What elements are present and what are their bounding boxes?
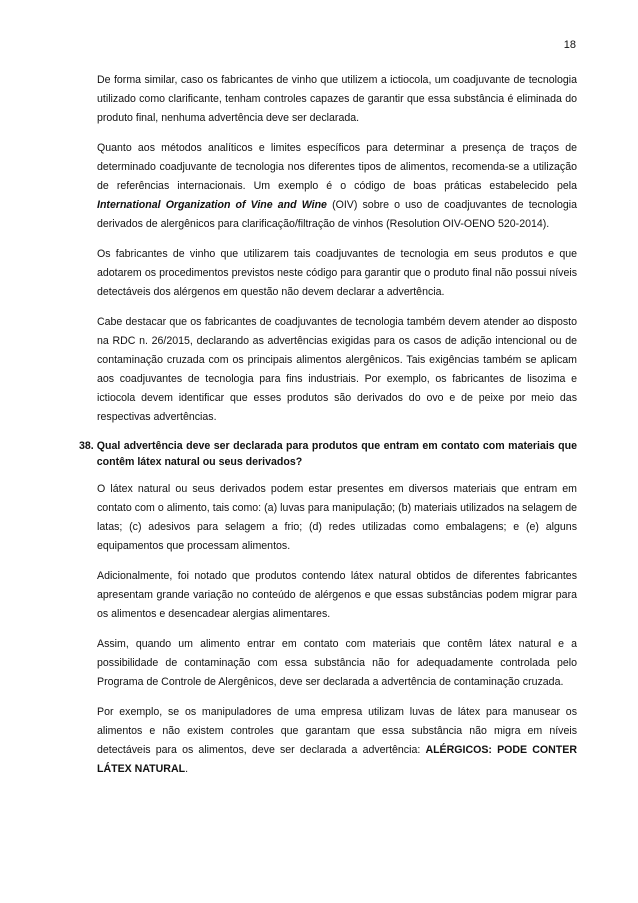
- paragraph-ictiocola: De forma similar, caso os fabricantes de vinho que utilizem a ictiocola, um coadjuvante de tecnologia utilizado como clarificante, tenham controles capazes de garantir que essa substância é eliminada do produto final, nenhuma advertência deve ser declarada.: [97, 74, 577, 124]
- paragraph-latex-variation: Adicionalmente, foi notado que produtos contendo látex natural obtidos de diferentes fabricantes apresentam grande variação no conteúdo de alérgenos e que essas substâncias podem migrar para os alimentos e desencadear alergias alimentares.: [97, 570, 577, 620]
- oiv-organization-name: International Organization of Vine and Wine: [97, 199, 327, 211]
- paragraph-cross-contamination: Assim, quando um alimento entrar em contato com materiais que contêm látex natural e a possibilidade de contaminação com essa substância não for adequadamente controlada pelo Programa de Controle de Alergênicos, deve ser declarada a advertência de contaminação cruzada.: [97, 638, 577, 688]
- document-body: [79, 71, 577, 790]
- question-number: 38.: [79, 440, 94, 452]
- paragraph-oiv-text-before: Quanto aos métodos analíticos e limites específicos para determinar a presença de traços de determinado coadjuvante de tecnologia nos diferentes tipos de alimentos, recomenda-se a utilização de referências internacionais. Um exemplo é o código de boas práticas estabelecido pela: [97, 142, 577, 192]
- paragraph-wine-manufacturers: Os fabricantes de vinho que utilizarem tais coadjuvantes de tecnologia em seus produtos e que adotarem os procedimentos previstos neste código para garantir que o produto final não possui níveis detectáveis dos alérgenos em questão não devem declarar a advertência.: [97, 248, 577, 298]
- page-number: 18: [563, 39, 576, 51]
- paragraph-example-text-before: Por exemplo, se os manipuladores de uma empresa utilizam luvas de látex para manusear os alimentos e não existem controles que garantam que essa substância não migra em níveis detectáveis para os alimentos, deve ser declarada a advertência:: [97, 706, 577, 756]
- paragraph-rdc-26-2015: Cabe destacar que os fabricantes de coadjuvantes de tecnologia também devem atender ao disposto na RDC n. 26/2015, declarando as advertências exigidas para os casos de adição intencional ou de contaminação cruzada com os principais alimentos alergênicos. Tais exigências também se aplicam aos coadjuvantes de tecnologia para fins industriais. Por exemplo, os fabricantes de lisozima e ictiocola devem identificar que esses produtos são derivados do ovo e de peixe por meio das respectivas advertências.: [97, 316, 577, 423]
- paragraph-latex-materials: O látex natural ou seus derivados podem estar presentes em diversos materiais que entram em contato com o alimento, tais como: (a) luvas para manipulação; (b) materiais utilizados na selagem de latas; (c) adesivos para selagem a frio; (d) redes utilizadas como embalagens; e (e) alguns equipamentos que processam alimentos.: [97, 483, 577, 552]
- paragraph-example-text-after: .: [185, 763, 189, 775]
- latex-warning-label: ALÉRGICOS: PODE CONTER LÁTEX NATURAL: [97, 744, 577, 775]
- paragraph-oiv-text-after: (OIV) sobre o uso de coadjuvantes de tecnologia derivados de alergênicos para clarificação/filtração de vinhos (Resolution OIV-OENO 520-2014).: [97, 199, 577, 230]
- paragraph-latex-example: [97, 703, 577, 779]
- paragraph-oiv-reference: [97, 139, 577, 234]
- question-text: Qual advertência deve ser declarada para produtos que entram em contato com materiais que contêm látex natural ou seus derivados?: [96, 440, 577, 468]
- question-38-heading: [79, 438, 577, 470]
